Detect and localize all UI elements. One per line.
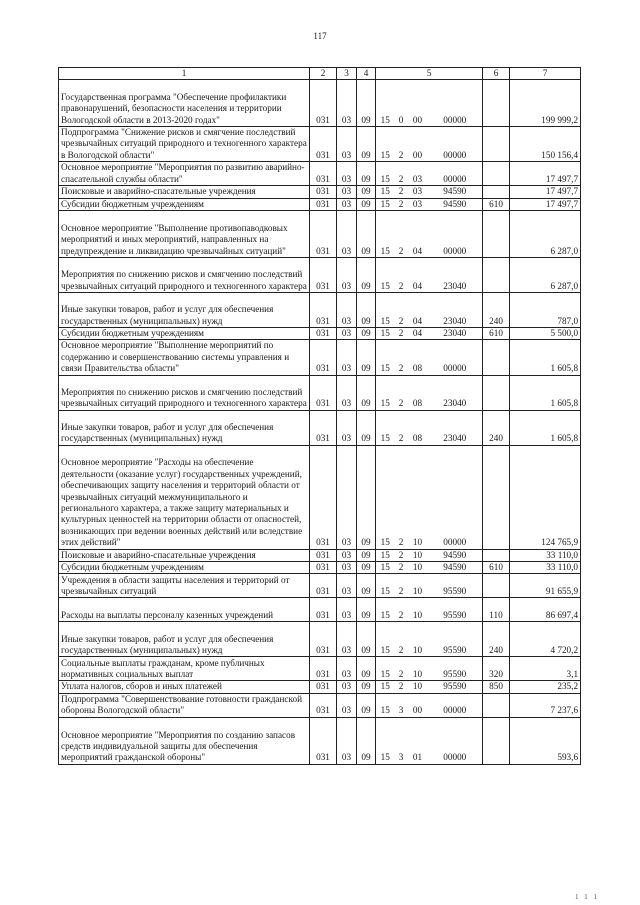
- row-subsection-code: 09: [357, 186, 376, 198]
- row-amount: 17 497,7: [510, 162, 581, 186]
- row-expense-type: [483, 211, 510, 258]
- row-program-code: 15: [376, 162, 395, 186]
- row-ministry-code: 031: [310, 162, 337, 186]
- col-header-4: 4: [357, 68, 376, 80]
- row-subsection-code: 09: [357, 375, 376, 410]
- table-row: [59, 293, 581, 328]
- row-section-code: 03: [337, 693, 357, 717]
- row-program-code: 15: [376, 717, 395, 764]
- header-row: [59, 68, 581, 80]
- row-name: Поисковые и аварийно-спасательные учреждения: [59, 549, 310, 561]
- row-program-code: 15: [376, 598, 395, 622]
- table-row: [59, 445, 581, 549]
- row-ministry-code: 031: [310, 198, 337, 210]
- row-expense-type: 610: [483, 198, 510, 210]
- row-subsection-code: 09: [357, 162, 376, 186]
- row-program-code: 15: [376, 340, 395, 375]
- row-program-code: 15: [376, 211, 395, 258]
- row-direction-code: 23040: [428, 258, 483, 293]
- row-direction-code: 94590: [428, 198, 483, 210]
- row-amount: 124 765,9: [510, 445, 581, 549]
- row-amount: 91 655,9: [510, 574, 581, 598]
- row-activity-code: 03: [408, 198, 428, 210]
- row-subprogram-code: 2: [395, 410, 408, 445]
- row-subprogram-code: 2: [395, 574, 408, 598]
- row-section-code: 03: [337, 622, 357, 657]
- row-activity-code: 08: [408, 375, 428, 410]
- table-row: [59, 717, 581, 764]
- row-activity-code: 10: [408, 681, 428, 693]
- row-amount: 593,6: [510, 717, 581, 764]
- col-header-7: 7: [510, 68, 581, 80]
- row-activity-code: 10: [408, 574, 428, 598]
- row-expense-type: [483, 375, 510, 410]
- row-expense-type: [483, 162, 510, 186]
- row-activity-code: 08: [408, 340, 428, 375]
- row-expense-type: [483, 186, 510, 198]
- row-name: Основное мероприятие "Расходы на обеспечение деятельности (оказание услуг) государственных учреждений, обеспечивающих защиту населения и территорий области от чрезвычайных ситуаций межмуниципального и регионального характера, а также защиту материальных и культурных ценностей на территории области от опасностей, возникающих при ведении военных действий или вследствие этих действий": [59, 445, 310, 549]
- row-amount: 5 500,0: [510, 328, 581, 340]
- row-name: Поисковые и аварийно-спасательные учреждения: [59, 186, 310, 198]
- table-row: [59, 681, 581, 693]
- row-activity-code: 10: [408, 549, 428, 561]
- row-amount: 235,2: [510, 681, 581, 693]
- table-row: [59, 162, 581, 186]
- row-direction-code: 23040: [428, 375, 483, 410]
- row-ministry-code: 031: [310, 574, 337, 598]
- row-section-code: 03: [337, 445, 357, 549]
- row-program-code: 15: [376, 328, 395, 340]
- row-expense-type: [483, 258, 510, 293]
- row-subsection-code: 09: [357, 562, 376, 574]
- row-subsection-code: 09: [357, 574, 376, 598]
- row-subsection-code: 09: [357, 211, 376, 258]
- row-subsection-code: 09: [357, 127, 376, 162]
- row-amount: 33 110,0: [510, 562, 581, 574]
- row-direction-code: 94590: [428, 562, 483, 574]
- row-program-code: 15: [376, 127, 395, 162]
- row-amount: 4 720,2: [510, 622, 581, 657]
- row-expense-type: [483, 127, 510, 162]
- row-subsection-code: 09: [357, 445, 376, 549]
- row-program-code: 15: [376, 657, 395, 681]
- row-section-code: 03: [337, 598, 357, 622]
- row-activity-code: 04: [408, 258, 428, 293]
- row-name: Субсидии бюджетным учреждениям: [59, 198, 310, 210]
- row-name: Мероприятия по снижению рисков и смягчению последствий чрезвычайных ситуаций природного и техногенного характера: [59, 375, 310, 410]
- row-expense-type: 240: [483, 410, 510, 445]
- row-section-code: 03: [337, 198, 357, 210]
- row-ministry-code: 031: [310, 410, 337, 445]
- row-direction-code: 00000: [428, 127, 483, 162]
- row-name: Иные закупки товаров, работ и услуг для обеспечения государственных (муниципальных) нужд: [59, 622, 310, 657]
- row-subprogram-code: 2: [395, 198, 408, 210]
- table-row: [59, 198, 581, 210]
- row-name: Мероприятия по снижению рисков и смягчению последствий чрезвычайных ситуаций природного и техногенного характера: [59, 258, 310, 293]
- col-header-6: 6: [483, 68, 510, 80]
- row-name: Иные закупки товаров, работ и услуг для обеспечения государственных (муниципальных) нужд: [59, 293, 310, 328]
- table-row: [59, 598, 581, 622]
- row-subprogram-code: 2: [395, 186, 408, 198]
- row-section-code: 03: [337, 549, 357, 561]
- table-row: [59, 340, 581, 375]
- row-name: Основное мероприятие "Мероприятия по развитию аварийно-спасательной службы области": [59, 162, 310, 186]
- row-program-code: 15: [376, 410, 395, 445]
- table-body: [59, 80, 581, 765]
- row-section-code: 03: [337, 328, 357, 340]
- row-name: Социальные выплаты гражданам, кроме публичных нормативных социальных выплат: [59, 657, 310, 681]
- row-name: Подпрограмма "Снижение рисков и смягчение последствий чрезвычайных ситуаций природного и техногенного характера в Вологодской области": [59, 127, 310, 162]
- row-name: Государственная программа "Обеспечение профилактики правонарушений, безопасности населения и территории Вологодской области в 2013-2020 годах": [59, 80, 310, 127]
- row-direction-code: 95590: [428, 598, 483, 622]
- row-section-code: 03: [337, 211, 357, 258]
- row-subprogram-code: 2: [395, 162, 408, 186]
- row-expense-type: 240: [483, 293, 510, 328]
- row-activity-code: 10: [408, 598, 428, 622]
- row-expense-type: [483, 80, 510, 127]
- row-expense-type: 320: [483, 657, 510, 681]
- row-ministry-code: 031: [310, 622, 337, 657]
- row-program-code: 15: [376, 445, 395, 549]
- corner-mark: 1 1 1: [575, 893, 599, 901]
- row-amount: 1 605,8: [510, 340, 581, 375]
- row-direction-code: 95590: [428, 657, 483, 681]
- row-ministry-code: 031: [310, 562, 337, 574]
- row-program-code: 15: [376, 198, 395, 210]
- budget-table: [58, 67, 581, 765]
- row-subsection-code: 09: [357, 598, 376, 622]
- row-program-code: 15: [376, 574, 395, 598]
- row-subsection-code: 09: [357, 293, 376, 328]
- row-program-code: 15: [376, 293, 395, 328]
- row-name: Субсидии бюджетным учреждениям: [59, 562, 310, 574]
- row-subprogram-code: 2: [395, 598, 408, 622]
- row-amount: 199 999,2: [510, 80, 581, 127]
- row-activity-code: 03: [408, 186, 428, 198]
- row-subsection-code: 09: [357, 198, 376, 210]
- row-section-code: 03: [337, 340, 357, 375]
- row-ministry-code: 031: [310, 598, 337, 622]
- row-subsection-code: 09: [357, 681, 376, 693]
- row-direction-code: 00000: [428, 445, 483, 549]
- row-subprogram-code: 2: [395, 258, 408, 293]
- row-ministry-code: 031: [310, 127, 337, 162]
- row-direction-code: 23040: [428, 328, 483, 340]
- col-header-1: 1: [59, 68, 310, 80]
- row-amount: 3,1: [510, 657, 581, 681]
- row-direction-code: 00000: [428, 80, 483, 127]
- row-direction-code: 95590: [428, 574, 483, 598]
- row-ministry-code: 031: [310, 211, 337, 258]
- row-direction-code: 00000: [428, 340, 483, 375]
- row-section-code: 03: [337, 562, 357, 574]
- row-section-code: 03: [337, 574, 357, 598]
- row-subprogram-code: 2: [395, 328, 408, 340]
- col-header-3: 3: [337, 68, 357, 80]
- row-activity-code: 00: [408, 80, 428, 127]
- table-row: [59, 258, 581, 293]
- row-amount: 150 156,4: [510, 127, 581, 162]
- row-activity-code: 00: [408, 127, 428, 162]
- table-row: [59, 375, 581, 410]
- row-activity-code: 03: [408, 162, 428, 186]
- row-activity-code: 08: [408, 410, 428, 445]
- row-ministry-code: 031: [310, 681, 337, 693]
- row-program-code: 15: [376, 258, 395, 293]
- row-subsection-code: 09: [357, 657, 376, 681]
- row-subprogram-code: 2: [395, 549, 408, 561]
- row-subsection-code: 09: [357, 328, 376, 340]
- row-section-code: 03: [337, 657, 357, 681]
- row-direction-code: 00000: [428, 162, 483, 186]
- row-activity-code: 04: [408, 211, 428, 258]
- row-program-code: 15: [376, 681, 395, 693]
- row-section-code: 03: [337, 293, 357, 328]
- row-ministry-code: 031: [310, 717, 337, 764]
- row-direction-code: 23040: [428, 410, 483, 445]
- row-activity-code: 10: [408, 622, 428, 657]
- table-row: [59, 562, 581, 574]
- row-section-code: 03: [337, 80, 357, 127]
- table-row: [59, 622, 581, 657]
- row-direction-code: 00000: [428, 693, 483, 717]
- row-program-code: 15: [376, 375, 395, 410]
- row-ministry-code: 031: [310, 445, 337, 549]
- row-ministry-code: 031: [310, 186, 337, 198]
- row-section-code: 03: [337, 186, 357, 198]
- row-program-code: 15: [376, 80, 395, 127]
- page-number: 117: [313, 31, 327, 41]
- row-direction-code: 00000: [428, 211, 483, 258]
- row-activity-code: 04: [408, 328, 428, 340]
- table-row: [59, 80, 581, 127]
- table-row: [59, 211, 581, 258]
- table-row: [59, 574, 581, 598]
- row-expense-type: 610: [483, 562, 510, 574]
- row-expense-type: [483, 693, 510, 717]
- row-name: Субсидии бюджетным учреждениям: [59, 328, 310, 340]
- row-ministry-code: 031: [310, 693, 337, 717]
- row-name: Учреждения в области защиты населения и территорий от чрезвычайных ситуаций: [59, 574, 310, 598]
- row-activity-code: 10: [408, 657, 428, 681]
- col-header-2: 2: [310, 68, 337, 80]
- row-activity-code: 00: [408, 693, 428, 717]
- row-name: Основное мероприятие "Мероприятия по созданию запасов средств индивидуальной защиты для обеспечения мероприятий гражданской обороны": [59, 717, 310, 764]
- table-row: [59, 328, 581, 340]
- row-amount: 1 605,8: [510, 410, 581, 445]
- row-amount: 17 497,7: [510, 198, 581, 210]
- table-row: [59, 410, 581, 445]
- row-subsection-code: 09: [357, 549, 376, 561]
- row-subsection-code: 09: [357, 258, 376, 293]
- row-expense-type: [483, 445, 510, 549]
- row-expense-type: 240: [483, 622, 510, 657]
- row-name: Основное мероприятие "Выполнение противопаводковых мероприятий и иных мероприятий, направленных на предупреждение и ликвидацию чрезвычайных ситуаций": [59, 211, 310, 258]
- row-expense-type: [483, 574, 510, 598]
- row-ministry-code: 031: [310, 549, 337, 561]
- row-activity-code: 10: [408, 562, 428, 574]
- row-direction-code: 94590: [428, 186, 483, 198]
- row-expense-type: [483, 717, 510, 764]
- row-name: Иные закупки товаров, работ и услуг для обеспечения государственных (муниципальных) нужд: [59, 410, 310, 445]
- row-subprogram-code: 2: [395, 681, 408, 693]
- row-expense-type: [483, 549, 510, 561]
- row-ministry-code: 031: [310, 293, 337, 328]
- table-row: [59, 693, 581, 717]
- row-activity-code: 01: [408, 717, 428, 764]
- row-section-code: 03: [337, 258, 357, 293]
- row-section-code: 03: [337, 127, 357, 162]
- row-expense-type: 110: [483, 598, 510, 622]
- table-row: [59, 549, 581, 561]
- row-expense-type: [483, 340, 510, 375]
- row-amount: 17 497,7: [510, 186, 581, 198]
- row-section-code: 03: [337, 410, 357, 445]
- table-row: [59, 657, 581, 681]
- row-direction-code: 94590: [428, 549, 483, 561]
- row-ministry-code: 031: [310, 258, 337, 293]
- row-subsection-code: 09: [357, 717, 376, 764]
- row-subprogram-code: 3: [395, 717, 408, 764]
- row-program-code: 15: [376, 186, 395, 198]
- row-subprogram-code: 2: [395, 562, 408, 574]
- row-subprogram-code: 2: [395, 375, 408, 410]
- row-expense-type: 850: [483, 681, 510, 693]
- row-program-code: 15: [376, 622, 395, 657]
- row-name: Подпрограмма "Совершенствование готовности гражданской обороны Вологодской области": [59, 693, 310, 717]
- row-subprogram-code: 2: [395, 622, 408, 657]
- row-amount: 1 605,8: [510, 375, 581, 410]
- row-section-code: 03: [337, 717, 357, 764]
- row-subprogram-code: 2: [395, 445, 408, 549]
- row-ministry-code: 031: [310, 657, 337, 681]
- row-subprogram-code: 2: [395, 293, 408, 328]
- row-ministry-code: 031: [310, 328, 337, 340]
- row-name: Расходы на выплаты персоналу казенных учреждений: [59, 598, 310, 622]
- row-subprogram-code: 2: [395, 127, 408, 162]
- row-subprogram-code: 2: [395, 340, 408, 375]
- row-program-code: 15: [376, 549, 395, 561]
- row-direction-code: 95590: [428, 681, 483, 693]
- row-direction-code: 00000: [428, 717, 483, 764]
- row-amount: 86 697,4: [510, 598, 581, 622]
- row-amount: 33 110,0: [510, 549, 581, 561]
- row-subsection-code: 09: [357, 340, 376, 375]
- row-name: Основное мероприятие "Выполнение мероприятий по содержанию и совершенствованию системы управления и связи Правительства области": [59, 340, 310, 375]
- row-subsection-code: 09: [357, 693, 376, 717]
- row-direction-code: 23040: [428, 293, 483, 328]
- row-subprogram-code: 3: [395, 693, 408, 717]
- row-program-code: 15: [376, 693, 395, 717]
- row-ministry-code: 031: [310, 340, 337, 375]
- row-subsection-code: 09: [357, 622, 376, 657]
- row-direction-code: 95590: [428, 622, 483, 657]
- row-amount: 7 237,6: [510, 693, 581, 717]
- row-subprogram-code: 2: [395, 657, 408, 681]
- row-section-code: 03: [337, 162, 357, 186]
- row-amount: 6 287,0: [510, 211, 581, 258]
- row-activity-code: 10: [408, 445, 428, 549]
- row-section-code: 03: [337, 375, 357, 410]
- row-amount: 787,0: [510, 293, 581, 328]
- col-header-5: 5: [376, 68, 483, 80]
- row-amount: 6 287,0: [510, 258, 581, 293]
- row-ministry-code: 031: [310, 375, 337, 410]
- table-row: [59, 127, 581, 162]
- row-expense-type: 610: [483, 328, 510, 340]
- table-row: [59, 186, 581, 198]
- row-subsection-code: 09: [357, 410, 376, 445]
- row-ministry-code: 031: [310, 80, 337, 127]
- row-program-code: 15: [376, 562, 395, 574]
- row-subprogram-code: 0: [395, 80, 408, 127]
- row-subprogram-code: 2: [395, 211, 408, 258]
- row-section-code: 03: [337, 681, 357, 693]
- row-subsection-code: 09: [357, 80, 376, 127]
- row-name: Уплата налогов, сборов и иных платежей: [59, 681, 310, 693]
- row-activity-code: 04: [408, 293, 428, 328]
